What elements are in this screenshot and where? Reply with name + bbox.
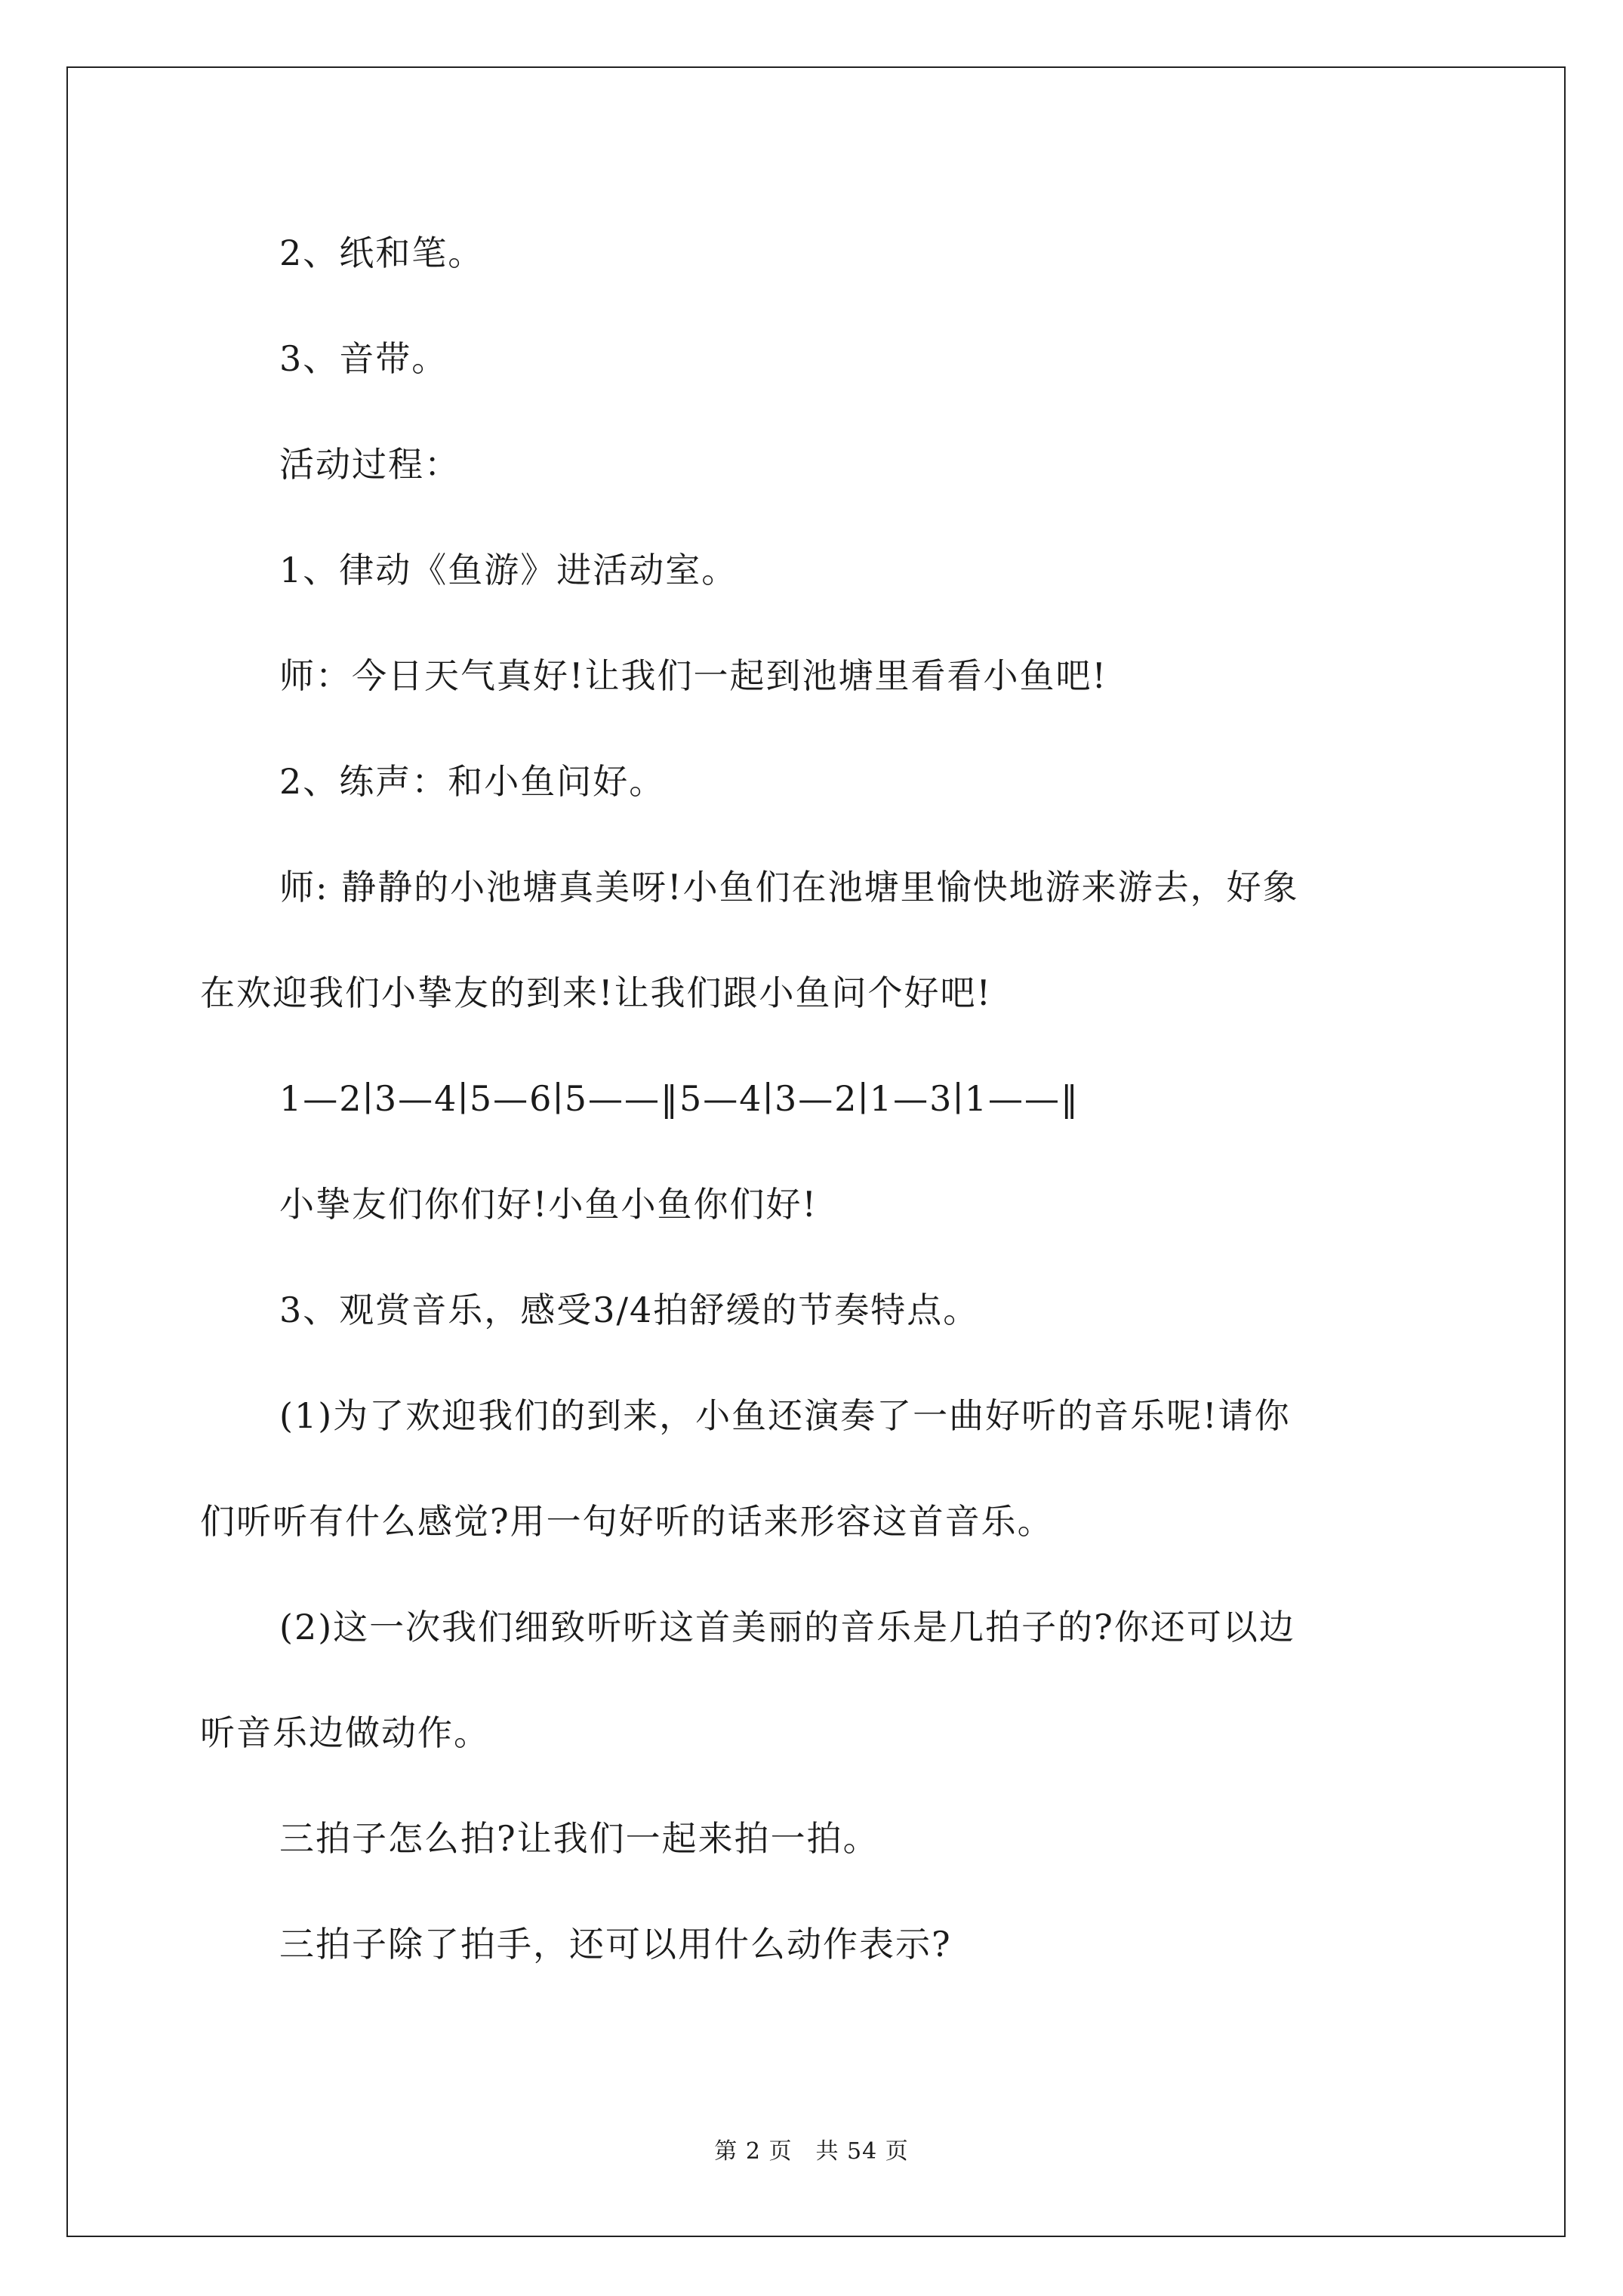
text-line: (2)这一次我们细致听听这首美丽的音乐是几拍子的?你还可以边: [279, 1607, 1295, 1647]
text-line: 2、纸和笔。: [279, 233, 485, 273]
page-border: [66, 66, 1566, 2237]
text-line: 在欢迎我们小挚友的到来!让我们跟小鱼问个好吧!: [200, 972, 992, 1013]
text-line: 小挚友们你们好!小鱼小鱼你们好!: [279, 1184, 818, 1225]
text-line: 师: 静静的小池塘真美呀!小鱼们在池塘里愉快地游来游去，好象: [279, 867, 1299, 908]
page-number: 第 2 页 共 54 页: [714, 2138, 909, 2165]
text-line: 三拍子怎么拍?让我们一起来拍一拍。: [279, 1818, 879, 1859]
text-line: 3、音带。: [279, 338, 448, 379]
text-line: (1)为了欢迎我们的到来，小鱼还演奏了一曲好听的音乐呢!请你: [279, 1395, 1291, 1436]
notation-line: 1—2∣3—4∣5—6∣5——‖5—4∣3—2∣1—3∣1——‖: [279, 1078, 1080, 1119]
text-line: 2、练声：和小鱼问好。: [279, 761, 666, 802]
text-line: 三拍子除了拍手，还可以用什么动作表示?: [279, 1924, 952, 1965]
text-line: 3、观赏音乐，感受3/4拍舒缓的节奏特点。: [279, 1290, 980, 1330]
text-line: 师：今日天气真好!让我们一起到池塘里看看小鱼吧!: [279, 655, 1107, 696]
text-line: 听音乐边做动作。: [200, 1712, 490, 1753]
text-line: 们听听有什么感觉?用一句好听的话来形容这首音乐。: [200, 1501, 1054, 1542]
text-line: 1、律动《鱼游》进活动室。: [279, 550, 738, 590]
text-line: 活动过程：: [279, 444, 460, 485]
